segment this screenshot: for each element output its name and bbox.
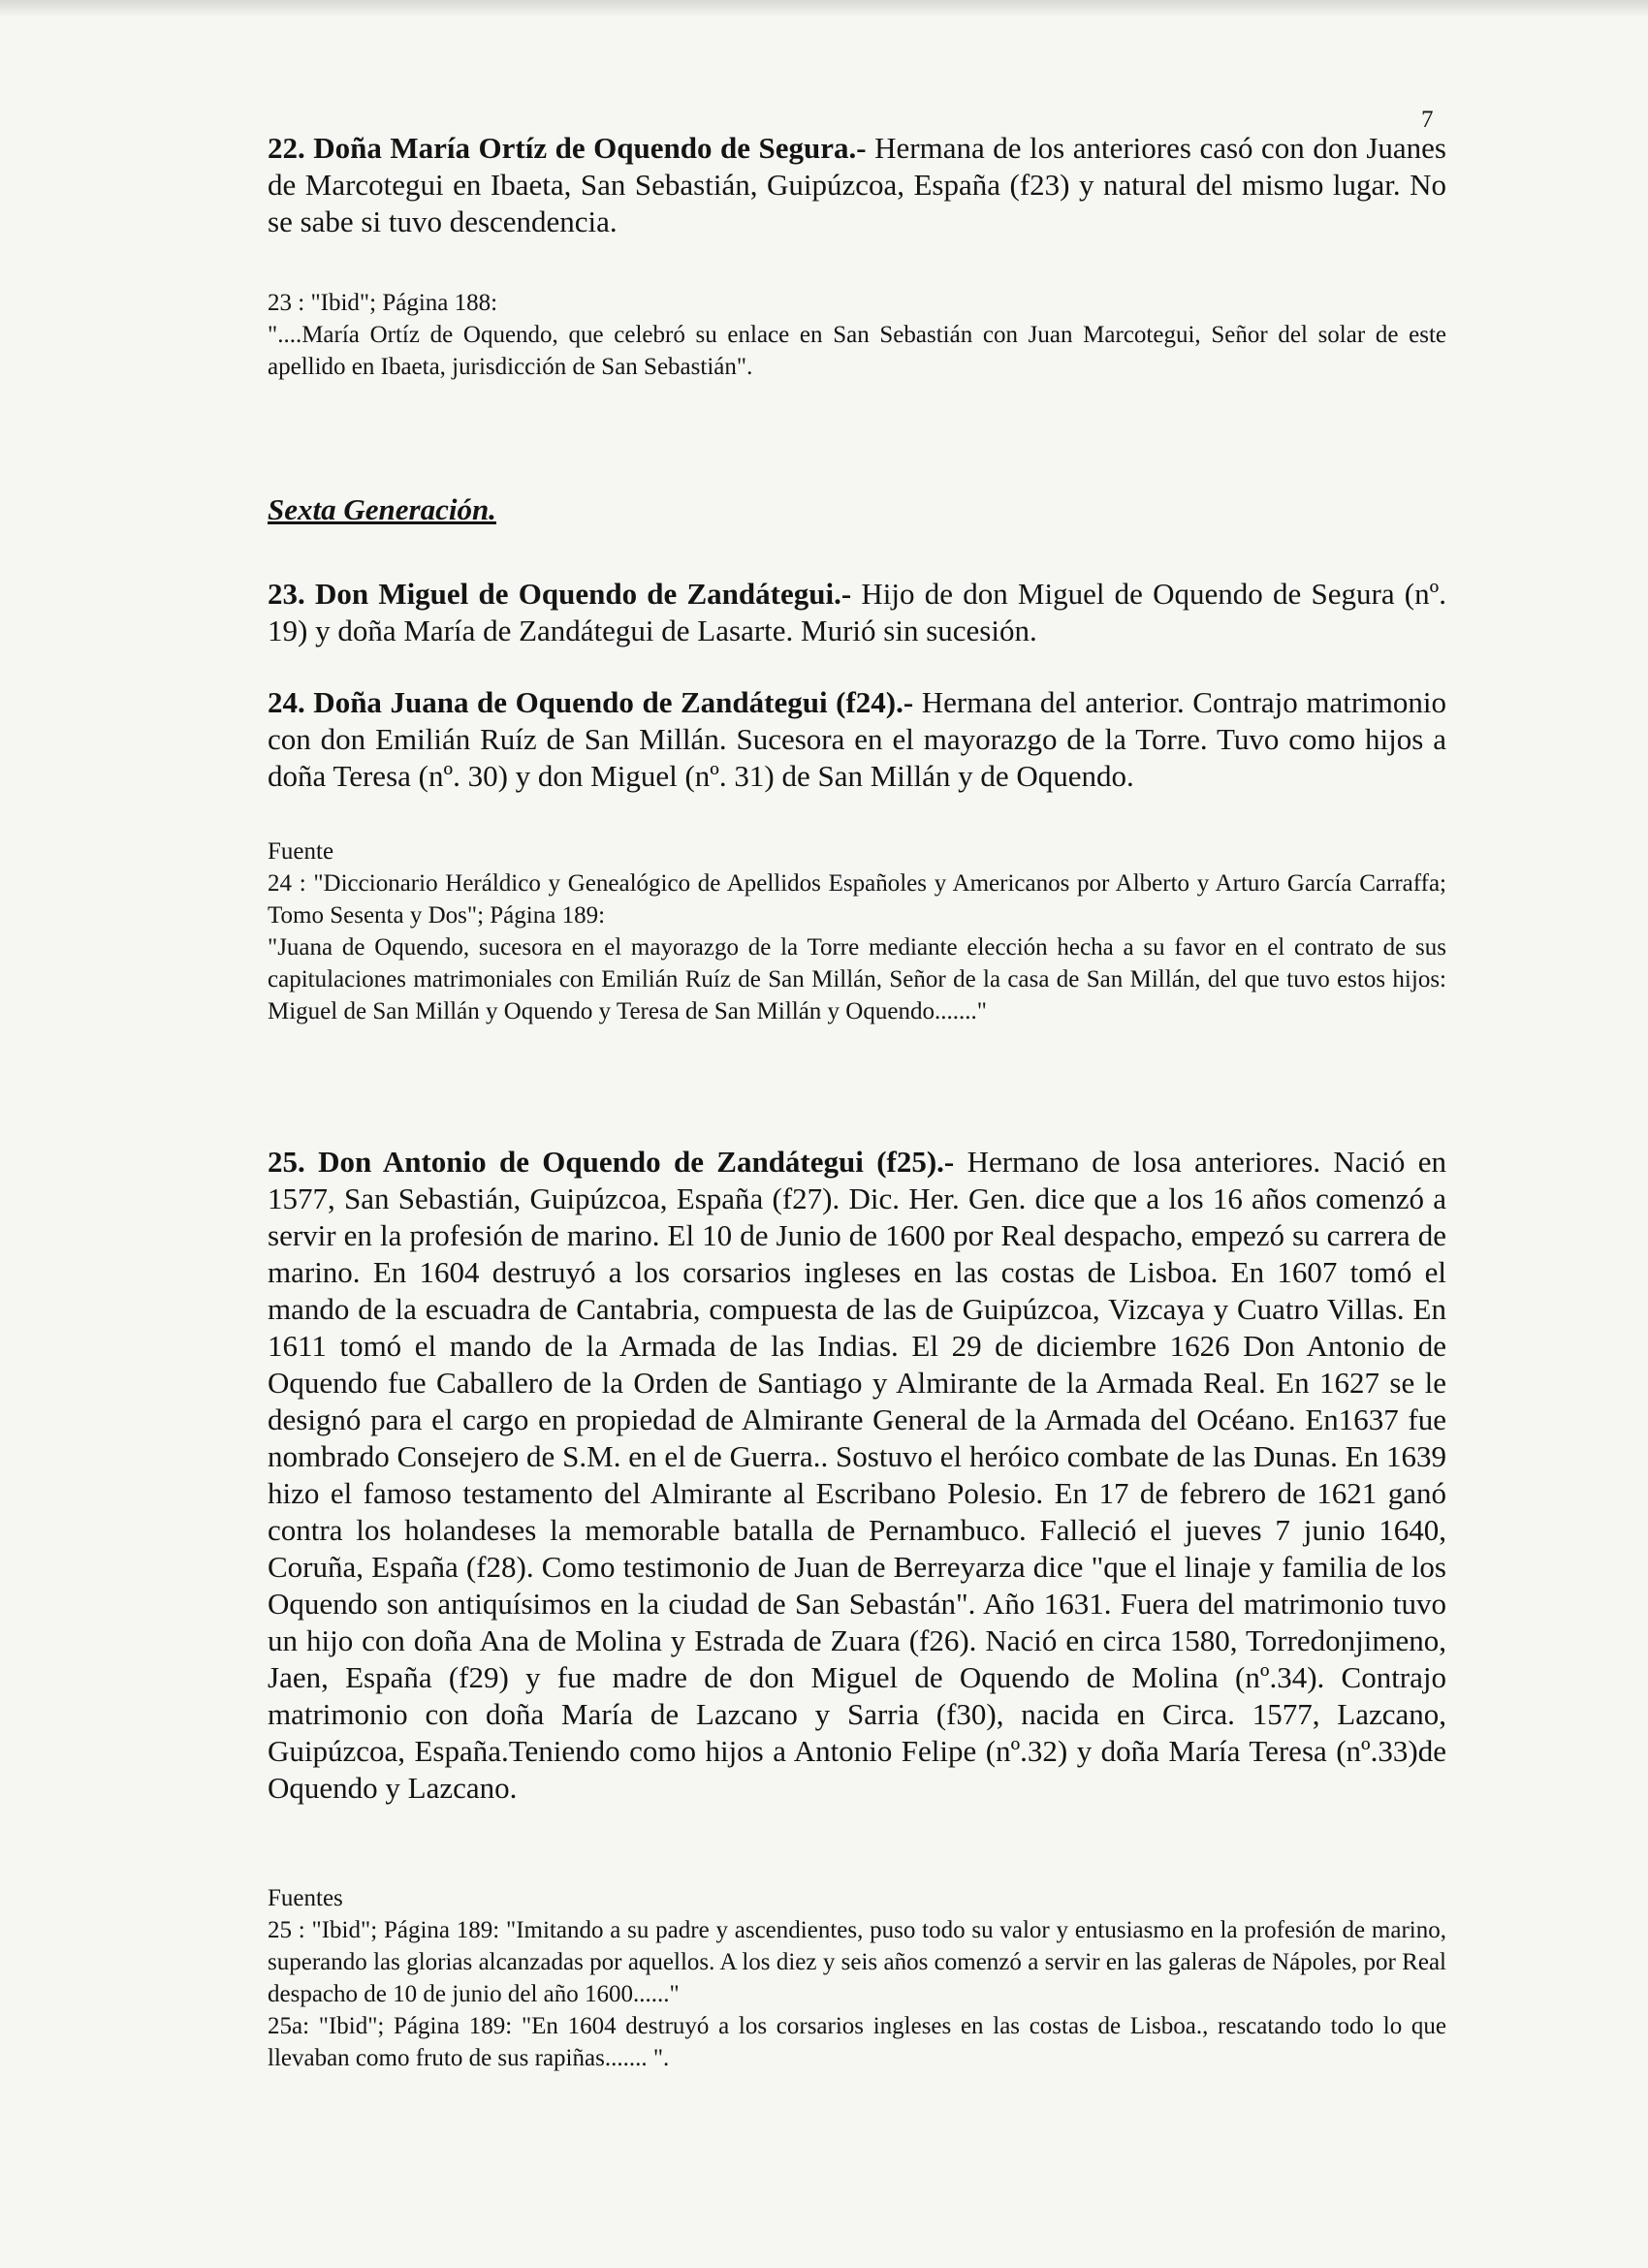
entry-23-text: Hijo de don Miguel de Oquendo de Segura (nº. 19) y doña María de Zandátegui de Lasarte. Murió sin sucesión.: [268, 577, 1446, 647]
entry-22-text: Hermana de los anteriores casó con don Juanes de Marcotegui en Ibaeta, San Sebastián, Guipúzcoa, España (f23) y natural del mismo lugar. No se sabe si tuvo descendencia.: [268, 131, 1446, 238]
entry-23: [268, 576, 1446, 649]
source-25-citation: 25 : "Ibid"; Página 189: "Imitando a su padre y ascendientes, puso todo su valor y entusiasmo en la profesión de marino, superando las glorias alcanzadas por aquellos. A los diez y seis años comenzó a servir en las galeras de Nápoles, por Real despacho de 10 de junio del año 1600......": [268, 1917, 1446, 2007]
source-25-label: Fuentes: [268, 1885, 343, 1911]
entry-22-name: 22. Doña María Ortíz de Oquendo de Segura.-: [268, 131, 867, 165]
source-25a-citation: 25a: "Ibid"; Página 189: "En 1604 destruyó a los corsarios ingleses en las costas de Lisboa., rescatando todo lo que llevaban como fruto de sus rapiñas....... ".: [268, 2013, 1446, 2071]
entry-24-text: Hermana del anterior. Contrajo matrimonio con don Emilián Ruíz de San Millán. Sucesora en el mayorazgo de la Torre. Tuvo como hijos a doña Teresa (nº. 30) y don Miguel (nº. 31) de San Millán y de Oquendo.: [268, 685, 1446, 793]
source-23-quote: "....María Ortíz de Oquendo, que celebró su enlace en San Sebastián con Juan Marcotegui, Señor del solar de este apellido en Ibaeta, jurisdicción de San Sebastián".: [268, 322, 1446, 380]
entry-24-name: 24. Doña Juana de Oquendo de Zandátegui (f24).-: [268, 685, 914, 719]
source-23-citation: 23 : "Ibid"; Página 188:: [268, 290, 498, 316]
entry-25-name: 25. Don Antonio de Oquendo de Zandátegui (f25).-: [268, 1145, 955, 1179]
source-24-quote: "Juana de Oquendo, sucesora en el mayorazgo de la Torre mediante elección hecha a su favor en el contrato de sus capitulaciones matrimoniales con Emilián Ruíz de San Millán, Señor de la casa de San Millán, del que tuvo estos hijos: Miguel de San Millán y Oquendo y Teresa de San Millán y Oquendo.......": [268, 934, 1446, 1024]
entry-24: [268, 684, 1446, 795]
page-number: 7: [1421, 107, 1434, 133]
entry-22: [268, 130, 1446, 240]
source-24-citation: 24 : "Diccionario Heráldico y Genealógico de Apellidos Españoles y Americanos por Alberto y Arturo García Carraffa; Tomo Sesenta y Dos"; Página 189:: [268, 870, 1446, 929]
entry-23-name: 23. Don Miguel de Oquendo de Zandátegui.-: [268, 577, 852, 611]
generation-heading: [268, 492, 1446, 527]
source-24: [268, 835, 1446, 1027]
entry-25-text: Hermano de losa anteriores. Nació en 1577, San Sebastián, Guipúzcoa, España (f27). Dic. Her. Gen. dice que a los 16 años comenzó a servir en la profesión de marino. El 10 de Junio de 1600 por Real despacho, empezó su carrera de marino. En 1604 destruyó a los corsarios ingleses en las costas de Lisboa. En 1607 tomó el mando de la escuadra de Cantabria, compuesta de las de Guipúzcoa, Vizcaya y Cuatro Villas. En 1611 tomó el mando de la Armada de las Indias. El 29 de diciembre 1626 Don Antonio de Oquendo fue Caballero de la Orden de Santiago y Almirante de la Armada Real. En 1627 se le designó para el cargo en propiedad de Almirante General de la Armada del Océano. En1637 fue nombrado Consejero de S.M. en el de Guerra.. Sostuvo el heróico combate de las Dunas. En 1639 hizo el famoso testamento del Almirante al Escribano Polesio. En 17 de febrero de 1621 ganó contra los holandeses la memorable batalla de Pernambuco. Falleció el jueves 7 junio 1640, Coruña, España (f28). Como testimonio de Juan de Berreyarza dice "que el linaje y familia de los Oquendo son antiquísimos en la ciudad de San Sebastán". Año 1631. Fuera del matrimonio tuvo un hijo con doña Ana de Molina y Estrada de Zuara (f26). Nació en circa 1580, Torredonjimeno, Jaen, España (f29) y fue madre de don Miguel de Oquendo de Molina (nº.34). Contrajo matrimonio con doña María de Lazcano y Sarria (f30), nacida en Circa. 1577, Lazcano, Guipúzcoa, España.Teniendo como hijos a Antonio Felipe (nº.32) y doña María Teresa (nº.33)de Oquendo y Lazcano.: [268, 1145, 1446, 1805]
entry-25: [268, 1144, 1446, 1807]
source-24-label: Fuente: [268, 838, 334, 865]
source-23: [268, 287, 1446, 383]
source-25: [268, 1882, 1446, 2074]
scan-edge: [0, 0, 1648, 17]
generation-heading-text: Sexta Generación.: [268, 492, 496, 526]
